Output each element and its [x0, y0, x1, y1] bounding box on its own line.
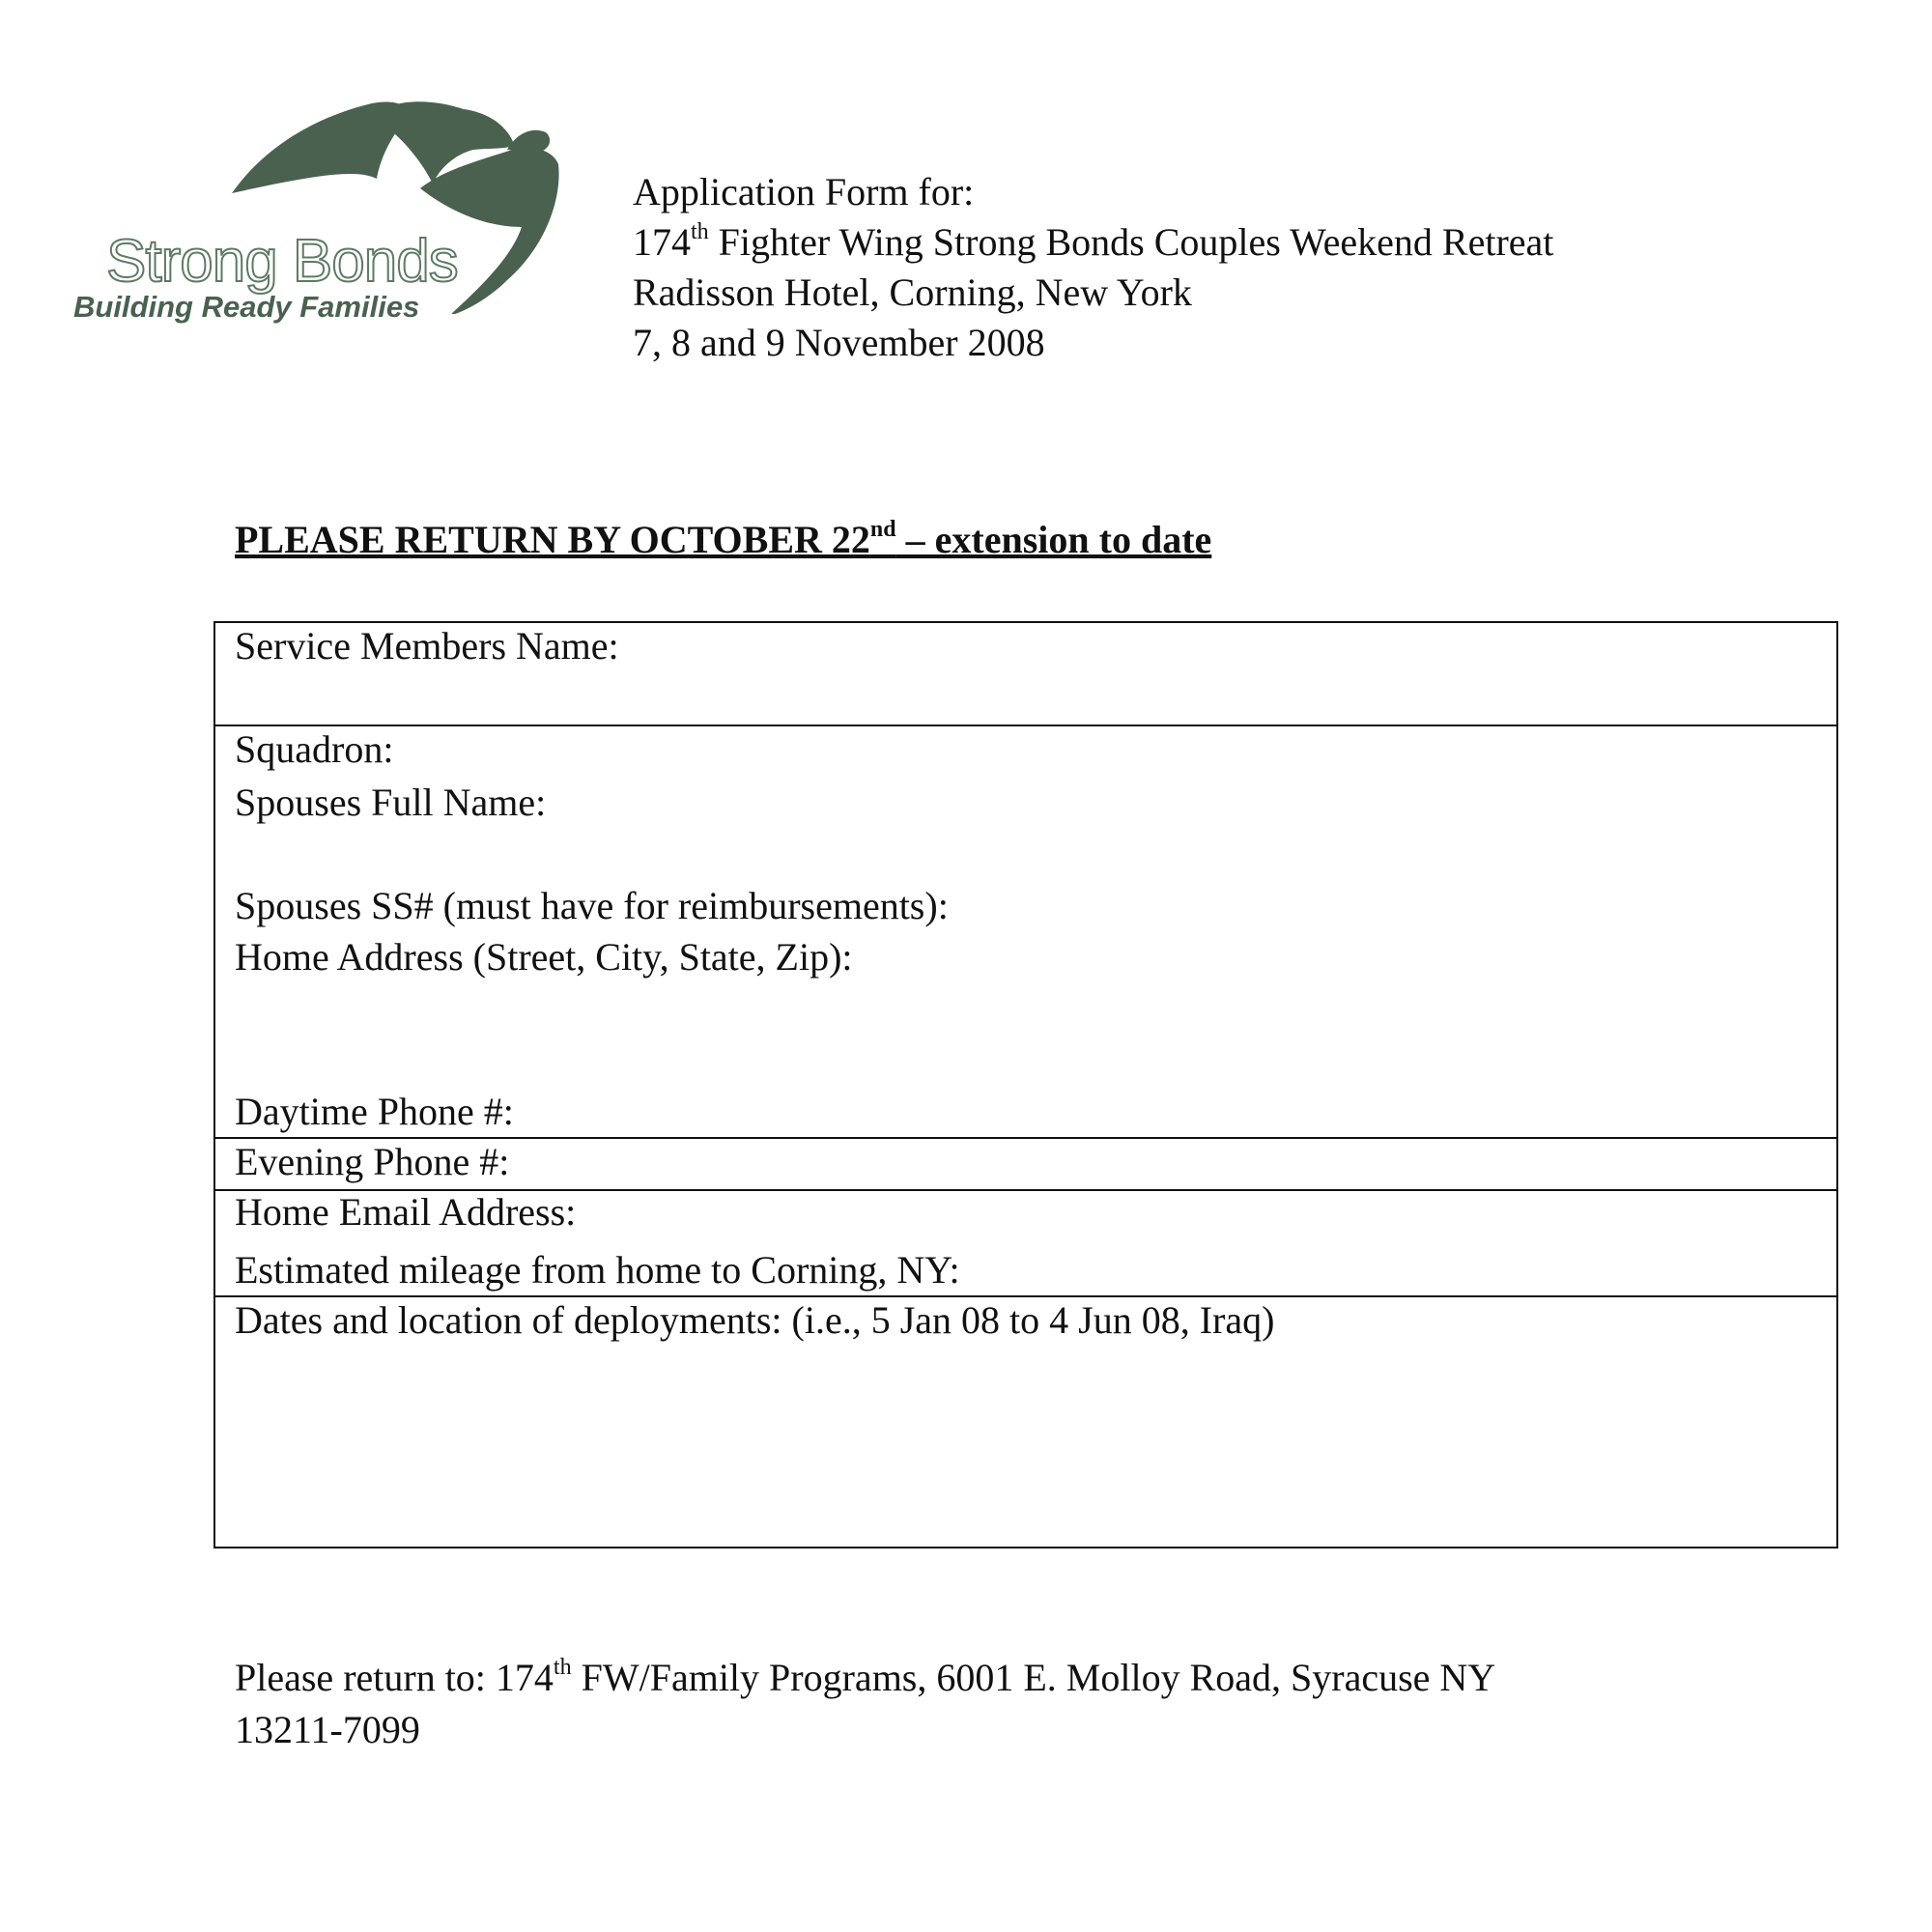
- header-line-2-prefix: 174: [633, 220, 691, 264]
- return-address: [235, 1652, 1495, 1756]
- label-daytime-phone: Daytime Phone #:: [235, 1090, 514, 1133]
- label-mileage: Estimated mileage from home to Corning, NY:: [235, 1248, 960, 1292]
- label-home-address: Home Address (Street, City, State, Zip):: [235, 935, 853, 979]
- row-deployments[interactable]: [215, 1297, 1836, 1547]
- row-email-mileage[interactable]: [215, 1191, 1836, 1297]
- header-line-2-rest: Fighter Wing Strong Bonds Couples Weekend Retreat: [708, 220, 1554, 264]
- footer-sup: th: [553, 1655, 572, 1681]
- footer-prefix: Please return to: 174: [235, 1656, 554, 1699]
- row-personal-details[interactable]: [215, 726, 1836, 1139]
- logo-title: Strong Bonds: [106, 228, 458, 295]
- label-squadron: Squadron:: [235, 727, 394, 771]
- logo-tagline: Building Ready Families: [73, 290, 420, 324]
- label-spouse-ss: Spouses SS# (must have for reimbursements):: [235, 884, 949, 927]
- return-address-line-1: [235, 1652, 1495, 1704]
- row-service-member-name[interactable]: [215, 623, 1836, 726]
- return-address-line-2: 13211-7099: [235, 1708, 420, 1751]
- label-home-email: Home Email Address:: [235, 1190, 577, 1234]
- row-evening-phone[interactable]: [215, 1139, 1836, 1191]
- header-line-1: Application Form for:: [633, 170, 975, 213]
- form-header: [633, 167, 1553, 368]
- strong-bonds-logo: [58, 92, 522, 343]
- return-deadline-notice: [235, 517, 1211, 562]
- header-line-3: Radisson Hotel, Corning, New York: [633, 270, 1192, 314]
- notice-sup: nd: [869, 517, 896, 543]
- header-line-2: [633, 217, 1553, 268]
- label-deployments: Dates and location of deployments: (i.e., 5 Jan 08 to 4 Jun 08, Iraq): [235, 1298, 1275, 1342]
- notice-rest: – extension to date: [895, 518, 1212, 561]
- header-line-2-sup: th: [691, 219, 709, 245]
- header-line-4: 7, 8 and 9 November 2008: [633, 321, 1045, 364]
- label-service-member-name: Service Members Name:: [235, 624, 619, 668]
- application-form-table: [213, 621, 1838, 1548]
- footer-rest: FW/Family Programs, 6001 E. Molloy Road, Syracuse NY: [571, 1656, 1496, 1699]
- label-spouse-full-name: Spouses Full Name:: [235, 781, 547, 824]
- notice-prefix: PLEASE RETURN BY OCTOBER 22: [235, 518, 870, 561]
- label-evening-phone: Evening Phone #:: [235, 1140, 510, 1183]
